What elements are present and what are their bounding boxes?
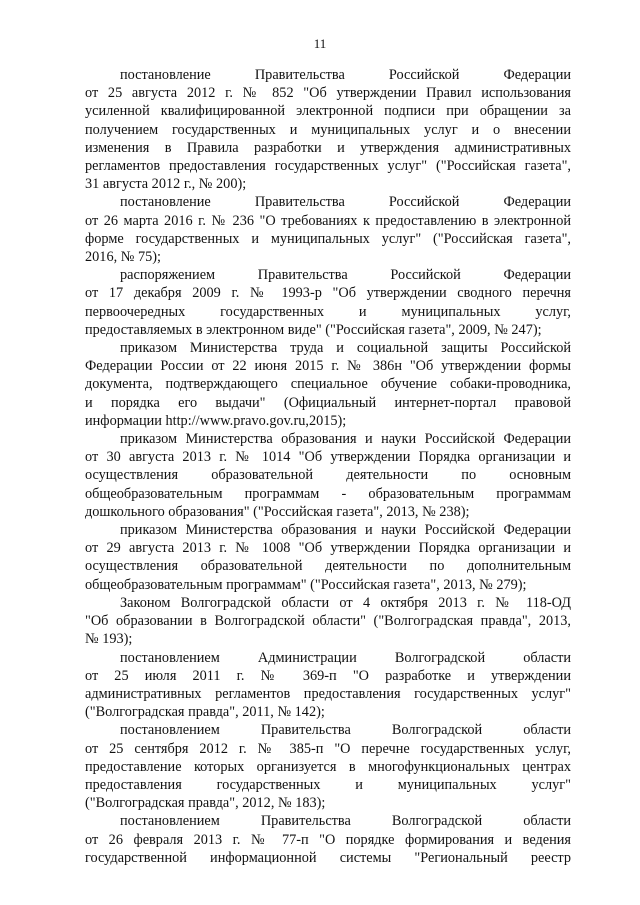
paragraph (85, 193, 571, 266)
text-line: форме государственных и муниципальных услуг" ("Российская газета", (85, 230, 571, 247)
text-line: постановление Правительства Российской Федерации (120, 67, 571, 83)
text-line: ("Волгоградская правда", 2011, № 142); (85, 704, 325, 721)
text-line: 2016, № 75); (85, 249, 161, 266)
text-line: информации http://www.pravo.gov.ru,2015); (85, 412, 347, 429)
paragraph (85, 812, 571, 867)
paragraph (85, 430, 571, 521)
text-line: приказом Министерства труда и социальной защиты Российской (120, 340, 571, 357)
text-line: общеобразовательным программам" ("Российская газета", 2013, № 279); (85, 576, 527, 593)
text-line: административных регламентов предоставления государственных услуг" (85, 685, 571, 702)
text-line: 31 августа 2012 г., № 200); (85, 176, 247, 193)
text-line: регламентов предоставления государственных услуг" ("Российская газета", (85, 158, 571, 175)
text-line: предоставления государственных и муниципальных услуг" (85, 776, 571, 793)
document-body (85, 66, 571, 867)
text-line: усиленной квалифицированной электронной подписи при обращении за (85, 103, 571, 120)
paragraph (85, 649, 571, 722)
text-line: от 25 августа 2012 г. № 852 "Об утверждении Правил использования (85, 85, 571, 102)
text-line: постановлением Правительства Волгоградской области (120, 813, 571, 830)
paragraph (85, 521, 571, 594)
text-line: получением государственных и муниципальных услуг и о внесении (85, 121, 571, 138)
text-line: предоставление которых организуется в многофункциональных центрах (85, 758, 571, 775)
paragraph (85, 339, 571, 430)
paragraph (85, 66, 571, 193)
text-line: осуществления образовательной деятельности по основным (85, 467, 571, 484)
text-line: постановление Правительства Российской Федерации (120, 194, 571, 211)
text-line: дошкольного образования" ("Российская газета", 2013, № 238); (85, 503, 470, 520)
paragraph (85, 594, 571, 649)
text-line: приказом Министерства образования и науки Российской Федерации (120, 431, 571, 448)
text-line: от 17 декабря 2009 г. № 1993-р "Об утверждении сводного перечня (85, 285, 571, 302)
page-number: 11 (313, 36, 327, 51)
text-line: от 26 марта 2016 г. № 236 "О требованиях к предоставлению в электронной (85, 212, 571, 229)
text-line: постановлением Администрации Волгоградской области (120, 649, 571, 666)
paragraph (85, 721, 571, 812)
text-line: Федерации России от 22 июня 2015 г. № 386н "Об утверждении формы (85, 358, 571, 375)
text-line: ("Волгоградская правда", 2012, № 183); (85, 795, 326, 812)
paragraph (85, 266, 571, 339)
text-line: "Об образовании в Волгоградской области" ("Волгоградская правда", 2013, (85, 613, 571, 630)
text-line: изменения в Правила разработки и утверждения административных (85, 139, 571, 156)
text-line: осуществления образовательной деятельности по дополнительным (85, 558, 571, 575)
text-line: предоставляемых в электронном виде" ("Российская газета", 2009, № 247); (85, 321, 542, 338)
text-line: государственной информационной системы "Региональный реестр (85, 849, 571, 866)
text-line: первоочередных государственных и муниципальных услуг, (85, 303, 571, 320)
text-line: от 25 сентября 2012 г. № 385-п "О перечне государственных услуг, (85, 740, 571, 757)
text-line: постановлением Правительства Волгоградской области (120, 722, 571, 739)
text-line: приказом Министерства образования и науки Российской Федерации (120, 522, 571, 539)
text-line: общеобразовательным программам - образовательным программам (85, 485, 571, 502)
text-line: от 25 июля 2011 г. № 369-п "О разработке и утверждении (85, 667, 571, 684)
text-line: и порядка его выдачи" (Официальный интернет-портал правовой (85, 394, 571, 411)
text-line: распоряжением Правительства Российской Федерации (120, 267, 571, 284)
text-line: от 26 февраля 2013 г. № 77-п "О порядке формирования и ведения (85, 831, 571, 848)
text-line: от 29 августа 2013 г. № 1008 "Об утверждении Порядка организации и (85, 540, 571, 557)
text-line: № 193); (85, 631, 133, 648)
text-line: документа, подтверждающего специальное обучение собаки-проводника, (85, 376, 571, 393)
text-line: от 30 августа 2013 г. № 1014 "Об утверждении Порядка организации и (85, 449, 571, 466)
text-line: Законом Волгоградской области от 4 октября 2013 г. № 118-ОД (120, 594, 571, 611)
